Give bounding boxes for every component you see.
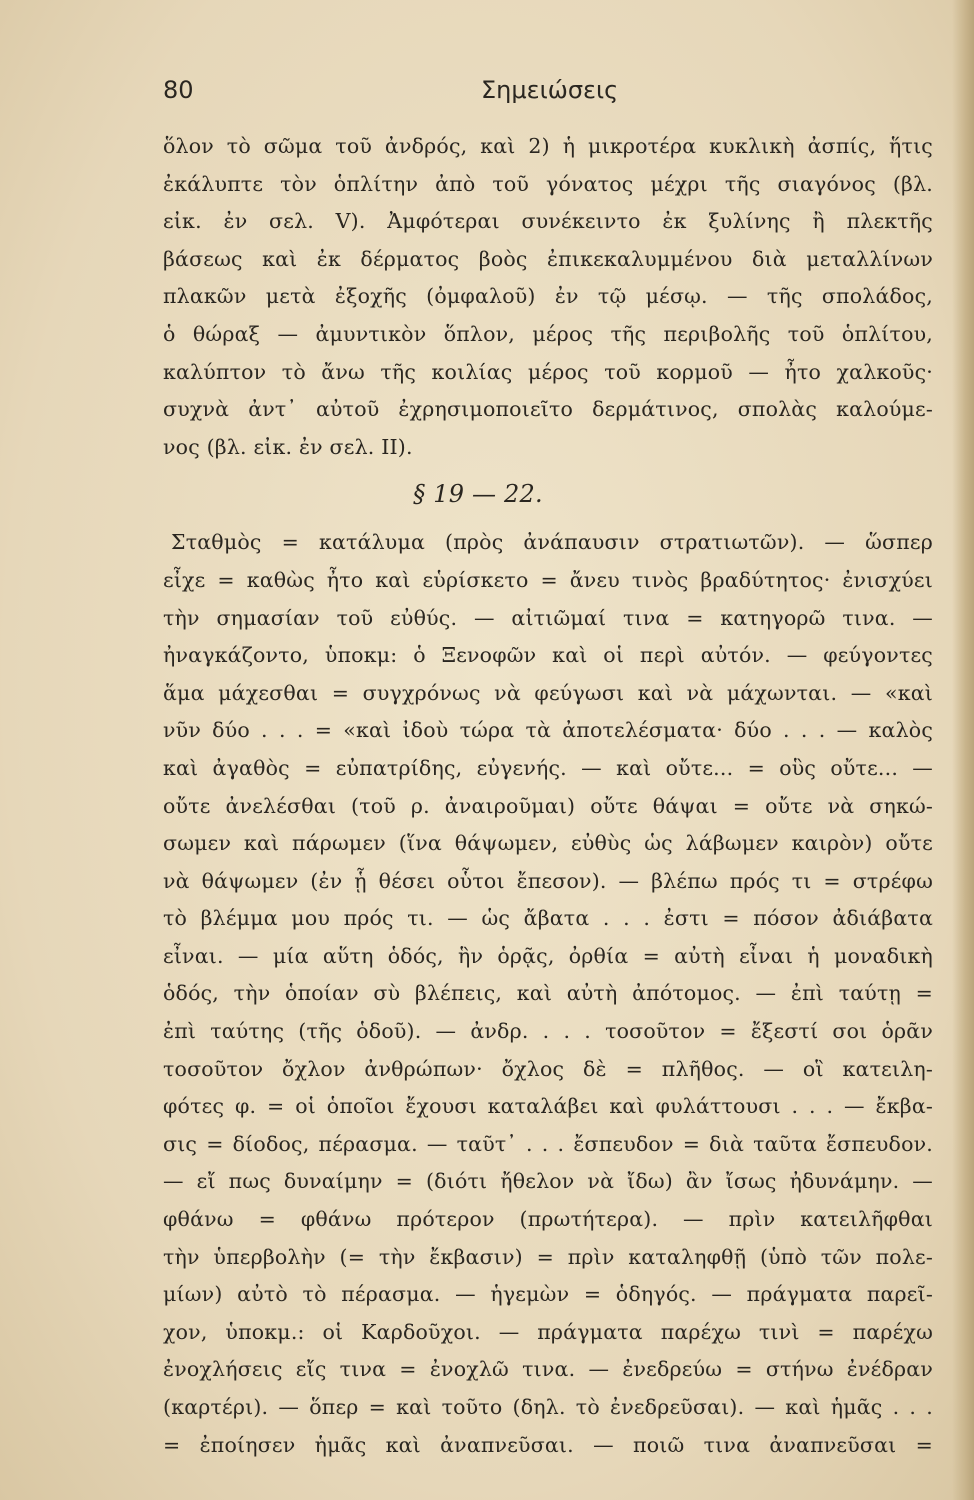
text-line: = ἐποίησεν ἡμᾶς καὶ ἀναπνεῦσαι. — ποιῶ τινα ἀναπνεῦσαι = bbox=[163, 1432, 933, 1457]
text-line: τοσοῦτον ὄχλον ἀνθρώπων· ὄχλος δὲ = πλῆθος. — οἳ κατειλη- bbox=[163, 1056, 933, 1081]
text-line: πλακῶν μετὰ ἐξοχῆς (ὀμφαλοῦ) ἐν τῷ μέσῳ. — τῆς σπολάδος, bbox=[163, 284, 933, 309]
text-line: τὸ βλέμμα μου πρός τι. — ὡς ἄβατα . . . ἐστι = πόσον ἀδιάβατα bbox=[163, 906, 933, 931]
text-line: Σταθμὸς = κατάλυμα (πρὸς ἀνάπαυσιν στρατιωτῶν). — ὥσπερ bbox=[171, 530, 933, 555]
text-line: φθάνω = φθάνω πρότερον (πρωτήτερα). — πρὶν κατειλῆφθαι bbox=[163, 1207, 933, 1232]
text-line: καὶ ἀγαθὸς = εὐπατρίδης, εὐγενής. — καὶ οὔτε... = οὓς οὔτε... — bbox=[163, 755, 933, 780]
text-line: εἰκ. ἐν σελ. V). Ἀμφότεραι συνέκειντο ἐκ ξυλίνης ἢ πλεκτῆς bbox=[163, 209, 933, 234]
section-marker: § 19 — 22. bbox=[413, 480, 543, 509]
text-line: βάσεως καὶ ἐκ δέρματος βοὸς ἐπικεκαλυμμένου διὰ μεταλλίνων bbox=[163, 246, 933, 271]
text-line: τὴν ὑπερβολὴν (= τὴν ἔκβασιν) = πρὶν καταληφθῇ (ὑπὸ τῶν πολε- bbox=[163, 1244, 933, 1269]
text-line: ὁ θώραξ — ἀμυντικὸν ὅπλον, μέρος τῆς περιβολῆς τοῦ ὁπλίτου, bbox=[163, 321, 933, 346]
text-line: φότες φ. = οἱ ὁποῖοι ἔχουσι καταλάβει καὶ φυλάττουσι . . . — ἔκβα- bbox=[163, 1094, 933, 1119]
running-title: Σημειώσεις bbox=[481, 76, 619, 104]
page-header bbox=[163, 76, 933, 116]
text-line: σις = δίοδος, πέρασμα. — ταῦτ᾽ . . . ἔσπευδον = διὰ ταῦτα ἔσπευδον. bbox=[163, 1131, 933, 1156]
text-line: ἐνοχλήσεις εἴς τινα = ἐνοχλῶ τινα. — ἐνεδρεύω = στήνω ἐνέδραν bbox=[163, 1357, 933, 1382]
text-line: εἶναι. — μία αὕτη ὁδός, ἣν ὁρᾷς, ὀρθία = αὐτὴ εἶναι ἡ μοναδικὴ bbox=[163, 943, 933, 968]
text-line: σωμεν καὶ πάρωμεν (ἵνα θάψωμεν, εὐθὺς ὡς λάβωμεν καιρὸν) οὔτε bbox=[163, 831, 933, 856]
text-line: καλύπτον τὸ ἄνω τῆς κοιλίας μέρος τοῦ κορμοῦ — ἦτο χαλκοῦς· bbox=[163, 359, 933, 384]
text-line: συχνὰ ἀντ᾽ αὐτοῦ ἐχρησιμοποιεῖτο δερμάτινος, σπολὰς καλούμε- bbox=[163, 397, 933, 422]
text-line: μίων) αὐτὸ τὸ πέρασμα. — ἡγεμὼν = ὁδηγός. — πράγματα παρεῖ- bbox=[163, 1282, 933, 1307]
text-line: (καρτέρι). — ὅπερ = καὶ τοῦτο (δηλ. τὸ ἐνεδρεῦσαι). — καὶ ἡμᾶς . . . bbox=[163, 1395, 933, 1419]
text-line: ἐκάλυπτε τὸν ὁπλίτην ἀπὸ τοῦ γόνατος μέχρι τῆς σιαγόνος (βλ. bbox=[163, 171, 933, 196]
text-line: ὅλον τὸ σῶμα τοῦ ἀνδρός, καὶ 2) ἡ μικροτέρα κυκλικὴ ἀσπίς, ἥτις bbox=[163, 134, 933, 158]
body-text bbox=[163, 128, 933, 1464]
text-line: εἶχε = καθὼς ἦτο καὶ εὑρίσκετο = ἄνευ τινὸς βραδύτητος· ἐνισχύει bbox=[163, 567, 933, 592]
text-line: νὰ θάψωμεν (ἐν ᾗ θέσει οὗτοι ἔπεσον). — βλέπω πρός τι = στρέφω bbox=[163, 868, 933, 893]
text-line: τὴν σημασίαν τοῦ εὐθύς. — αἰτιῶμαί τινα = κατηγορῶ τινα. — bbox=[163, 605, 933, 630]
text-line: οὔτε ἀνελέσθαι (τοῦ ρ. ἀναιροῦμαι) οὔτε θάψαι = οὔτε νὰ σηκώ- bbox=[163, 793, 933, 818]
page-number: 80 bbox=[163, 76, 194, 104]
text-line: ἠναγκάζοντο, ὑποκμ: ὁ Ξενοφῶν καὶ οἱ περὶ αὐτόν. — φεύγοντες bbox=[163, 643, 933, 668]
text-line: ὁδός, τὴν ὁποίαν σὺ βλέπεις, καὶ αὐτὴ ἀπότομος. — ἐπὶ ταύτῃ = bbox=[163, 981, 933, 1006]
text-line: — εἴ πως δυναίμην = (διότι ἤθελον νὰ ἴδω) ἂν ἴσως ἠδυνάμην. — bbox=[163, 1169, 933, 1194]
text-line: νῦν δύο . . . = «καὶ ἰδοὺ τώρα τὰ ἀποτελέσματα· δύο . . . — καλὸς bbox=[163, 718, 933, 743]
page-edge bbox=[952, 0, 974, 1500]
text-line: ἐπὶ ταύτης (τῆς ὁδοῦ). — ἀνδρ. . . . τοσοῦτον = ἔξεστί σοι ὁρᾶν bbox=[163, 1019, 933, 1044]
text-line: ἅμα μάχεσθαι = συγχρόνως νὰ φεύγωσι καὶ νὰ μάχωνται. — «καὶ bbox=[163, 680, 933, 705]
text-line: νος (βλ. εἰκ. ἐν σελ. II). bbox=[163, 434, 413, 459]
text-line: χον, ὑποκμ.: οἱ Καρδοῦχοι. — πράγματα παρέχω τινὶ = παρέχω bbox=[163, 1319, 933, 1344]
